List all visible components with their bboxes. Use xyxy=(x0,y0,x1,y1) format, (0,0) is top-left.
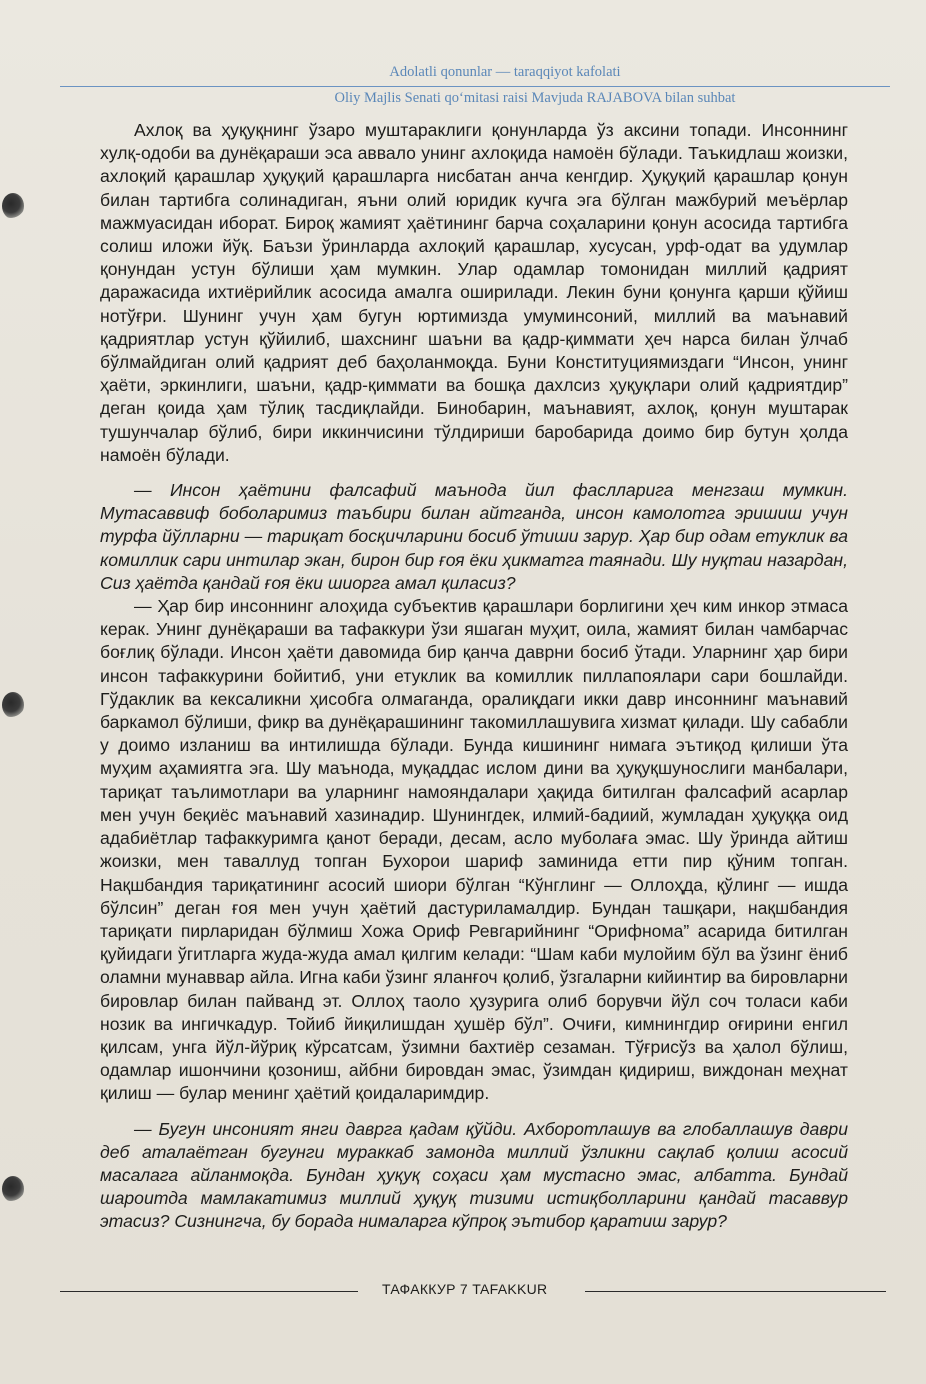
punch-hole xyxy=(2,692,24,718)
paragraph: Ахлоқ ва ҳуқуқнинг ўзаро муштараклиги қонунларда ўз аксини топади. Инсоннинг хулқ-одоби ва дунёқараши эса аввало унинг ахлоқида намоён бўлади. Таъкидлаш жоизки, ахлоқий қарашлар ҳуқуқий қарашларга нисбатан анча кенгдир. Ҳуқуқий қарашлар қонун билан тартибга солинадиган, яъни олий юридик кучга эга бўлган мажбурий меъёрлар мажмуасидан иборат. Бироқ жамият ҳаётининг барча соҳаларини қонун асосида тартибга солиш иложи йўқ. Баъзи ўринларда ахлоқий қарашлар, хусусан, урф-одат ва удумлар қонундан устун бўлиши ҳам мумкин. Улар одамлар томонидан миллий қадрият даражасида ихтиёрийлик асосида амалга оширилади. Лекин буни қонунга қарши қўйиш нотўғри. Шунинг учун ҳам бугун юртимизда умуминсоний, миллий ва маънавий қадриятлар устун қўйилиб, шахснинг шаъни ва қадр-қиммати ҳеч нарса билан ўлчаб бўлмайдиган олий қадрият деб баҳоланмоқда. Буни Конституциямиздаги “Инсон, унинг ҳаёти, эркинлиги, шаъни, қадр-қиммати ва бошқа дахлсиз ҳуқуқлари олий қадриятдир” деган қоида ҳам тўлиқ тасдиқлайди. Бинобарин, маънавият, ахлоқ, қонун муштарак тушунчалар бўлиб, бири иккинчисини тўлдириши баробарида доимо бир бутун ҳолда намоён бўлади. xyxy=(100,120,848,465)
interview-question: — Бугун инсоният янги даврга қадам қўйди. Ахборотлашув ва глобаллашув даври деб аталаётган бугунги мураккаб замонда миллий ўзликни сақлаб қолиш асосий масалага айланмоқда. Бундан ҳуқуқ соҳаси ҳам мустасно эмас, албатта. Бундай шароитда мамлакатимиз миллий ҳуқуқ тизими истиқболларини қандай тасаввур этасиз? Сизнингча, бу борада нималарга кўпроқ эътибор қаратиш зарур? xyxy=(100,1118,848,1232)
punch-hole xyxy=(2,1176,24,1202)
footer-label: ТАФАККУР 7 TAFAKKUR xyxy=(382,1281,548,1297)
footer-rule-left xyxy=(60,1291,358,1292)
interview-question: — Инсон ҳаётини фалсафий маънода йил фаслларига менгзаш мумкин. Мутасаввиф боболаримиз таъбири билан айтганда, инсон камолотга эришиш учун турфа йўлларни — тариқат босқичларини босиб ўтиши зарур. Ҳар бир одам етуклик ва комиллик сари интилар экан, бирон бир ғоя ёки ҳикматга таянади. Шу нуқтаи назардан, Сиз ҳаётда қандай ғоя ёки шиорга амал қиласиз? xyxy=(100,480,848,593)
header-title: Adolatli qonunlar — taraqqiyot kafolati xyxy=(389,64,621,80)
header-rule xyxy=(60,86,890,87)
header-subtitle: Oliy Majlis Senati qo‘mitasi raisi Mavjuda RAJABOVA bilan suhbat xyxy=(334,90,736,106)
footer-rule-right xyxy=(585,1291,886,1292)
interview-answer: — Ҳар бир инсоннинг алоҳида субъектив қарашлари борлигини ҳеч ким инкор этмаса керак. Унинг дунёқараши ва тафаккури ўзи яшаган муҳит, оила, жамият билан чамбарчас боғлиқ бўлади. Инсон ҳаёти давомида бир қанча даврни босиб ўтади. Уларнинг ҳар бири инсон тафаккурини бойитиб, уни етуклик ва комиллик пиллапоялари сари бошлайди. Гўдаклик ва кексаликни ҳисобга олмаганда, оралиқдаги икки давр инсоннинг маънавий баркамол бўлиши, фикр ва дунёқарашининг такомиллашувига хизмат қилади. Шу сабабли у доимо изланиш ва интилишда бўлади. Бунда кишининг нимага эътиқод қилиши ўта муҳим аҳамиятга эга. Шу маънода, муқаддас ислом дини ва ҳуқуқшунослиги манбалари, тариқат таълимотлари ва уларнинг намояндалари ҳақида битилган фалсафий асарлар мен учун беқиёс маънавий хазинадир. Шунингдек, илмий-бадиий, жумладан ҳуқуққа оид адабиётлар тафаккуримга қанот беради, десам, асло муболаға эмас. Шу ўринда айтиш жоизки, мен таваллуд топган Бухорои шариф заминида етти пир қўним топган. Нақшбандия тариқатининг асосий шиори бўлган “Кўнглинг — Оллоҳда, қўлинг — ишда бўлсин” деган ғоя мен учун ҳаётий дастуриламалдир. Бундан ташқари, нақшбандия тариқати пирларидан бўлмиш Хожа Ориф Ревгарийнинг “Орифнома” асарида битилган қуйидаги ўгитларга жуда-жуда амал қилгим келади: “Шам каби мулойим бўл ва ўзинг ёниб оламни мунаввар айла. Игна каби ўзинг яланғоч қолиб, ўзгаларни кийинтир ва бировларни бировлар билан пайванд эт. Оллоҳ таоло ҳузурига олиб борувчи йўл соч толаси каби нозик ва ингичкадур. Тойиб йиқилишдан ҳушёр бўл”. Очиғи, кимнингдир оғирини енгил қилсам, унга йўл-йўриқ кўрсатсам, ўзимни бахтиёр сезаман. Тўғрисўз ва ҳалол бўлиш, одамлар ишончини қозониш, айбни бировдан эмас, ўзимдан қидириш, виждонан меҳнат қилиш — булар менинг ҳаётий қоидаларимдир. xyxy=(100,596,848,1104)
punch-hole xyxy=(2,193,24,219)
page-footer xyxy=(60,1281,886,1301)
article-body xyxy=(100,119,848,1234)
